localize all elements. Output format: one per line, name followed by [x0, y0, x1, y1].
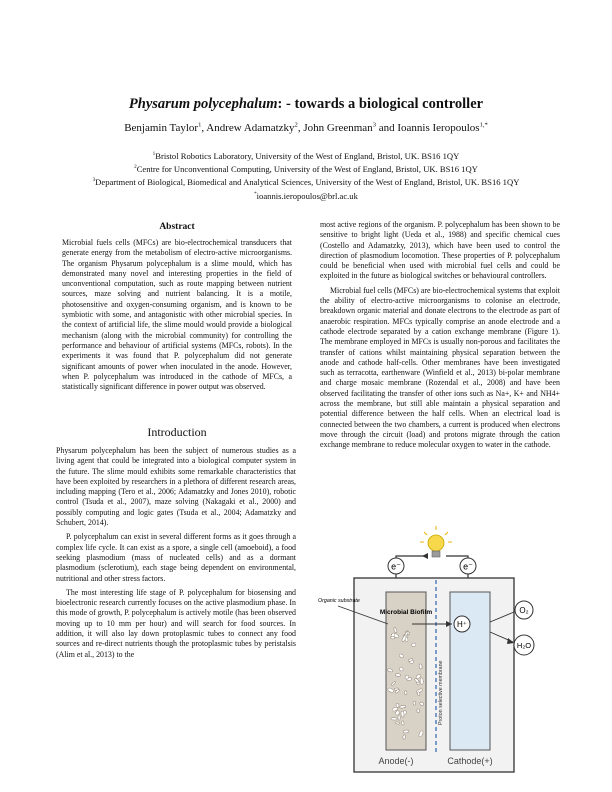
proton-label: H⁺ — [457, 620, 467, 629]
biofilm-particle — [396, 703, 399, 707]
introduction-body — [56, 446, 296, 664]
email-text[interactable]: ioannis.ieropoulos@brl.ac.uk — [256, 191, 358, 201]
right-column-body — [320, 220, 560, 455]
oxygen-label: O₂ — [519, 606, 529, 615]
membrane-label: Proton selective membrane — [438, 660, 444, 725]
affiliation-mark: * — [254, 191, 257, 198]
intro-paragraph: The most interesting life stage of P. polycephalum for biosensing and bioelectronic research currently focuses on the active plasmodium phase. In this mode of growth, P. polycephalum is actively motile (has been observed moving up to 10 mm per hour) and will search for food sources. In addition, it will also lay down protoplasmic tubes to connect any food sources and re-direct nutrients though the protoplasmic tubes by peristalsis (Alim et al., 2013) to the — [56, 587, 296, 659]
intro-paragraph: P. polycephalum can exist in several different forms as it goes through a complex life cycle. It can exist as a spore, a single cell (amoeboid), a food seeking plasmodium (mass of nucleated cells) and as a dormant plasmodium (sclerotium), each stage being dependent on environmental, nutritional and other stress factors. — [56, 532, 296, 583]
author-affil-mark: 3 — [372, 121, 376, 129]
author-separator: , — [201, 122, 207, 134]
author-list — [0, 122, 612, 134]
body-paragraph: most active regions of the organism. P. polycephalum has been shown to be sensitive to bright light (Ueda et al., 1988) and specific chemical cues (Costello and Adamatzky, 2013), which have been used to control the direction of plasmodium locomotion. These properties of P. polycephalum could be beneficial when used with microbial fuel cells and could be exploited in the future as biological switches or behavioural controllers. — [320, 220, 560, 281]
biofilm-particle — [391, 717, 398, 720]
author-name: Benjamin Taylor — [124, 122, 199, 134]
paper-title — [0, 96, 612, 113]
mfc-diagram — [318, 550, 556, 775]
author-name: Ioannis Ieropoulos — [397, 122, 480, 134]
electron-right-label: e⁻ — [463, 561, 473, 572]
affiliation — [0, 177, 612, 187]
biofilm-particle — [417, 692, 419, 696]
body-paragraph: Microbial fuel cells (MFCs) are bio-electrochemical systems that exploit the ability of electro-active microorganisms to colonise an electrode, breakdown organic material and donate electrons to the electrode as part of anaerobic respiration. MFCs typically comprise an anode electrode and a cathode electrode separated by a cation exchange membrane (Figure 1). The membrane employed in MFCs is usually non-porous and facilitates the transfer of cations whilst maintaining physical separation between the anode and cathode half-cells. Other membranes have been investigated such as terracotta, earthenware (Winfield et al., 2013) bi-polar membrane and charge mosaic membrane (Rozendal et al., 2008) and have been observed facilitating the transfer of other ions such as Na+, K+ and NH4+ across the membrane, but still able maintain a physical separation and potential difference between the half cells. When an electrical load is connected between the two chambers, a current is produced when electrons move through the circuit (load) and protons migrate through the cation exchange membrane to reduce molecular oxygen to water in the cathode. — [320, 285, 560, 450]
affiliation-mark: 3 — [92, 177, 96, 184]
abstract-text: Microbial fuels cells (MFCs) are bio-electrochemical transducers that generate energy from the metabolism of electro-active microorganisms. The organism Physarum polycephalum is a slime mould, which has demonstrated many novel and interesting properties in the field of unconventional computation, such as route mapping between nutrient sources, maze solving and nutrient balancing. It is a motile, photosensitive and oxygen-consuming organism, and is known to be symbiotic with some, and antagonistic with other microbial species. In the context of artificial life, the slime mould would provide a biological mechanism (along with the microbial community) for controlling the performance and behaviour of artificial systems (MFCs, robots). In the experiments it was found that P. polycephalum did not generate significant amounts of power when inoculated in the anode. However, when P. polycephalum was introduced in the cathode of MFCs, a statistically significant difference in power output was observed. — [62, 238, 292, 392]
introduction-heading: Introduction — [147, 425, 207, 439]
affiliation-text: Centre for Unconventional Computing, University of the West of England, Bristol, UK. BS16 1QY — [136, 164, 478, 174]
author-affil-mark: 1,* — [479, 121, 488, 129]
author-separator: , — [297, 122, 304, 134]
title-rest: : - towards a biological controller — [277, 96, 484, 112]
affiliation-email — [0, 191, 612, 201]
anode-label: Anode(-) — [378, 756, 414, 766]
biofilm-particle — [417, 709, 420, 713]
biofilm-particle — [395, 673, 400, 676]
author-name: Andrew Adamatzky — [206, 122, 295, 134]
cathode-electrode — [450, 592, 490, 750]
electron-left-label: e⁻ — [391, 561, 401, 572]
affiliation-mark: 1 — [152, 151, 156, 158]
affiliation — [0, 151, 612, 161]
abstract-heading: Abstract — [159, 222, 195, 232]
biofilm-label-line: Microbial Biofilm — [379, 609, 433, 616]
author-name: John Greenman — [303, 122, 373, 134]
author-affil-mark: 1 — [198, 121, 202, 129]
biofilm-particle — [391, 636, 395, 639]
cathode-label: Cathode(+) — [447, 756, 493, 766]
biofilm-particle — [398, 715, 400, 721]
abstract-body — [62, 238, 292, 396]
author-affil-mark: 2 — [294, 121, 298, 129]
mfc-figure — [318, 550, 556, 775]
intro-paragraph: Physarum polycephalum has been the subject of numerous studies as a living agent that could be integrated into a biological computer system in the future. The slime mould exhibits some remarkable characteristics that have been exploited by researchers in a plethora of different research areas, including mapping (Tero et al., 2006; Adamatzky and Jones 2010), robotic control (Tsuda et al., 2007), maze solving (Nakagaki et al., 2000) and possibly computing and logic gates (Tsuda et al., 2004; Adamatzky and Schubert, 2014). — [56, 446, 296, 528]
affiliation — [0, 164, 612, 174]
title-italic: Physarum polycephalum — [128, 96, 278, 112]
organic-substrate-label: Organic substrate — [318, 598, 360, 604]
affiliation-mark: 2 — [134, 164, 137, 171]
light-bulb-icon — [416, 524, 456, 564]
affiliation-text: Department of Biological, Biomedical and Analytical Sciences, University of the West of England, Bristol, UK. BS16 1QY — [95, 177, 520, 187]
water-label: H₂O — [516, 641, 532, 650]
affiliation-text: Bristol Robotics Laboratory, University of the West of England, Bristol, UK. BS16 1QY — [155, 151, 460, 161]
author-and: and — [375, 122, 398, 134]
